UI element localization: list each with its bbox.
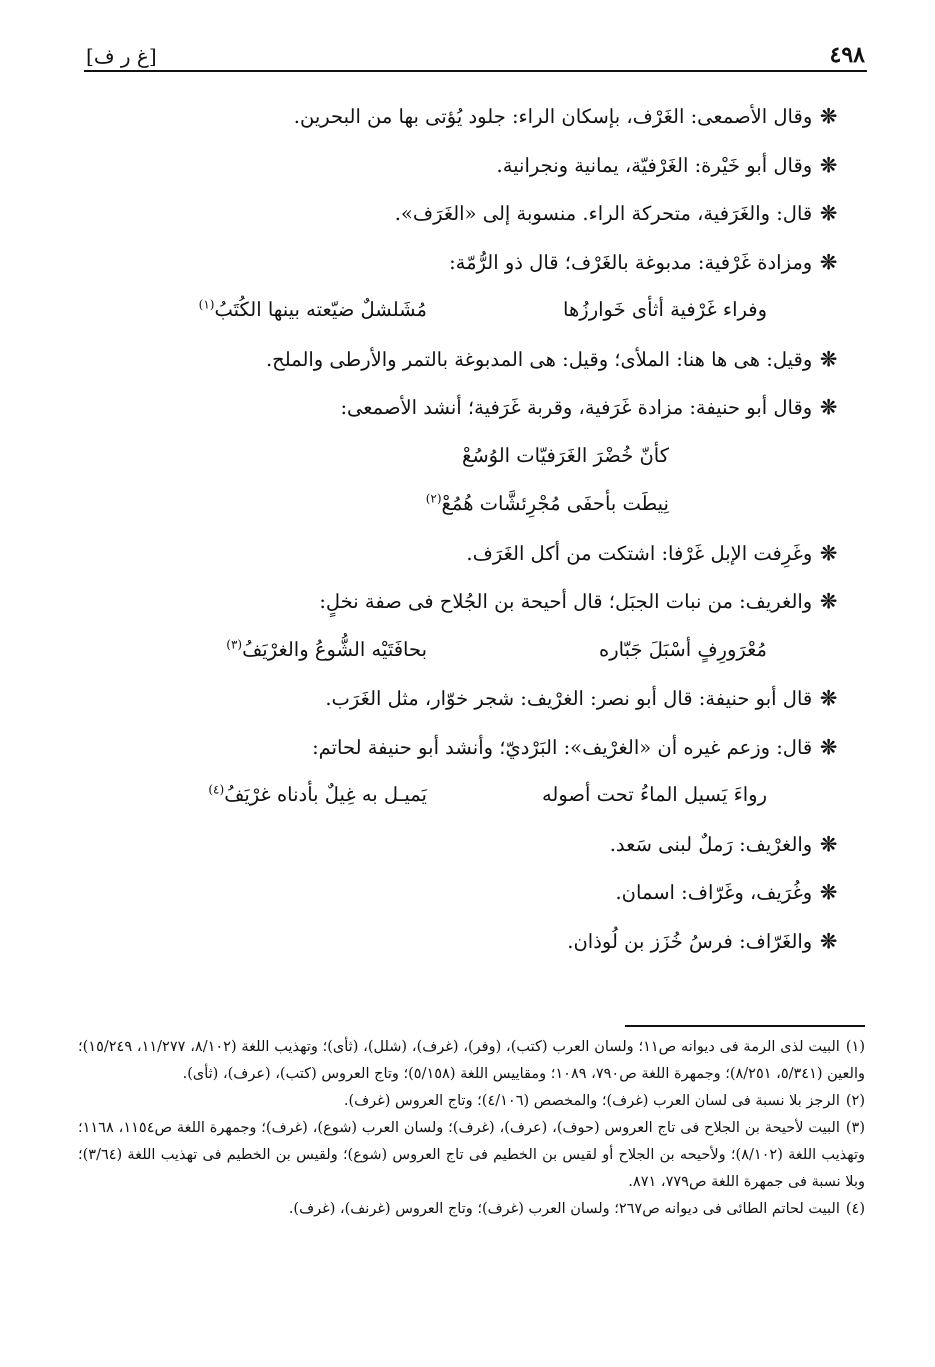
verse-second-hemistich (208, 771, 487, 820)
footnote-text: البيت لذى الرمة فى ديوانه ص١١؛ ولسان العرب (كتب)، (وفر)، (غرف)، (شلل)، (ثأى)؛ وتهذيب اللغة (٨/١٠٢، ١١/٢٧٧، ١٥/٢٤٩)؛ والعين (٥/٣٤١، ٨/٢٥١)؛ وجمهرة اللغة ص٧٩٠، ١٠٨٩؛ ومقاييس اللغة (٥/١٥٨)؛ وتاج العروس (كتب)، (عرف)، (ثأى). (78, 1039, 865, 1082)
entry-text: قال: وزعم غيره أن «الغرْيف»: البَرْديّ؛ وأنشد أبو حنيفة لحاتم: (312, 735, 813, 759)
entry-text: وقال أبو حنيفة: مزادة غَرَفية، وقربة غَرَفية؛ أنشد الأصمعى: (340, 396, 813, 419)
entry-line (180, 917, 837, 966)
entry-star-icon: ❊ (820, 104, 837, 128)
footnote-marker: (١) (198, 297, 215, 312)
entry-line (180, 189, 837, 238)
entry-text: وقال الأصمعى: الغَرْف، بإسكان الراء: جلود يُؤتى بها من البحرين. (293, 105, 813, 128)
verse-first-hemistich: مُعْرَورِفٍ أسْبَلَ جَبّاره (599, 637, 767, 661)
entry-star-icon: ❊ (820, 928, 837, 953)
footnote-item (78, 1034, 865, 1088)
rajaz-text: نِيطَت بأحفَى مُجْرِئشَّات هُمُعْ (441, 492, 669, 515)
entry-text: والغرْيف: رَملٌ لبنى سَعد. (609, 832, 813, 856)
entry-text: قال أبو حنيفة: قال أبو نصر: الغرْيف: شجر خوّار، مثل الغَرَب. (325, 687, 813, 710)
footnote-marker: (٢) (425, 491, 442, 506)
entry-text: والغريف: من نبات الجبَل؛ قال أحيحة بن الجُلاح فى صفة نخلٍ: (319, 590, 813, 613)
entry-text: والغَرّاف: فرسُ خُزَز بن لُوذان. (567, 929, 813, 953)
entry-line (180, 868, 837, 917)
footnote-number: (٢) (845, 1093, 865, 1109)
rajaz-text: كأنّ خُضْرَ الغَرَفيّات الوُسُعْ (461, 443, 669, 467)
entry-text: وقال أبو خَيْرة: الغَرْفيّة، يمانية ونجرانية. (496, 153, 813, 177)
verse-second-hemistich (226, 626, 487, 675)
entry-star-icon: ❊ (820, 346, 837, 371)
footnote-text: البيت لأحيحة بن الجلاح فى تاج العروس (حوف)، (عرف)، (غرف)؛ ولسان العرب (شوع)، (غرف)؛ وجمهرة اللغة ص١١٥٤، ١١٦٨؛ وتهذيب اللغة (٨/١٠٢)؛ ولأحيحه بن الجلاح أو لقيس بن الخطيم فى تاج العروس (شوع)؛ ولقيس بن الخطيم فى تهذيب اللغة (٣/٦٤)؛ وبلا نسبة فى جمهرة اللغة ص٧٧٩، ٨٧١. (78, 1120, 866, 1190)
verse-first-hemistich: رواءَ يَسيل الماءُ تحت أصوله (541, 783, 767, 806)
entry-text: وغَرِفت الإبل غَرْفا: اشتكت من أكل الغَرَف. (466, 541, 813, 565)
page-number: ٤٩٨ (829, 42, 865, 68)
entry-text: ومزادة غَرْفية: مدبوغة بالغَرْف؛ قال ذو الرُّمّة: (449, 250, 813, 274)
entry-star-icon: ❊ (820, 249, 837, 274)
poetry-verse (180, 286, 837, 335)
footnote-marker: (٣) (226, 637, 243, 651)
footnote-item (78, 1115, 865, 1196)
poetry-verse (180, 771, 837, 820)
footnote-item (78, 1088, 865, 1115)
footnotes (78, 1034, 865, 1223)
entry-line (180, 820, 837, 869)
entry-star-icon: ❊ (820, 686, 837, 710)
verse-second-text: بحافَتَيْه الشُّوعُ والغرْيَفُ (242, 637, 427, 661)
verse-first-hemistich: وفراء غَرْفية أثأى خَوارزُها (563, 298, 767, 321)
footnote-text: البيت لحاتم الطائى فى ديوانه ص٢٦٧؛ ولسان العرب (غرف)؛ وتاج العروس (غرنف)، (غرف). (288, 1201, 840, 1217)
entry-star-icon: ❊ (820, 540, 837, 565)
entry-line (180, 238, 837, 287)
entry-line (180, 674, 837, 723)
entry-line (180, 529, 837, 578)
entry-body (180, 92, 837, 965)
footnote-item (78, 1196, 865, 1223)
root-label: [غ ر ف] (86, 44, 157, 68)
entry-text: وغُرَيف، وغَرّاف: اسمان. (615, 881, 813, 904)
verse-second-hemistich (199, 286, 487, 335)
verse-second-text: يَميـل به غِيلٌ بأدناه غرْيَفُ (224, 783, 427, 806)
verse-second-text: مُشَلشلٌ ضيّعته بينها الكُتَبُ (214, 298, 427, 321)
rajaz-line (180, 432, 837, 481)
entry-line (180, 723, 837, 772)
rajaz-line (180, 480, 837, 529)
footnote-number: (٤) (845, 1201, 865, 1217)
entry-star-icon: ❊ (820, 395, 837, 419)
footnote-number: (٣) (845, 1120, 865, 1136)
entry-text: قال: والغَرَفية، متحركة الراء. منسوبة إلى «الغَرَف». (394, 202, 813, 225)
entry-line (180, 92, 837, 141)
header-rule (84, 70, 867, 72)
footnote-text: الرجز بلا نسبة فى لسان العرب (غرف)؛ والمخصص (٤/١٠٦)؛ وتاج العروس (غرف). (343, 1093, 840, 1109)
entry-star-icon: ❊ (820, 589, 837, 613)
entry-star-icon: ❊ (820, 880, 837, 904)
footnote-marker: (٤) (208, 782, 225, 797)
entry-line (180, 383, 837, 432)
footnote-number: (١) (845, 1039, 865, 1055)
entry-star-icon: ❊ (820, 734, 837, 759)
entry-line (180, 335, 837, 384)
entry-text: وقيل: هى ها هنا: الملأى؛ وقيل: هى المدبوغة بالتمر والأرطى والملح. (265, 347, 813, 371)
entry-line (180, 141, 837, 190)
entry-star-icon: ❊ (820, 152, 837, 177)
footnote-separator (625, 1025, 865, 1027)
entry-star-icon: ❊ (820, 201, 837, 225)
poetry-verse (180, 626, 837, 675)
page-header (86, 34, 865, 68)
entry-line (180, 577, 837, 626)
entry-star-icon: ❊ (820, 831, 837, 856)
